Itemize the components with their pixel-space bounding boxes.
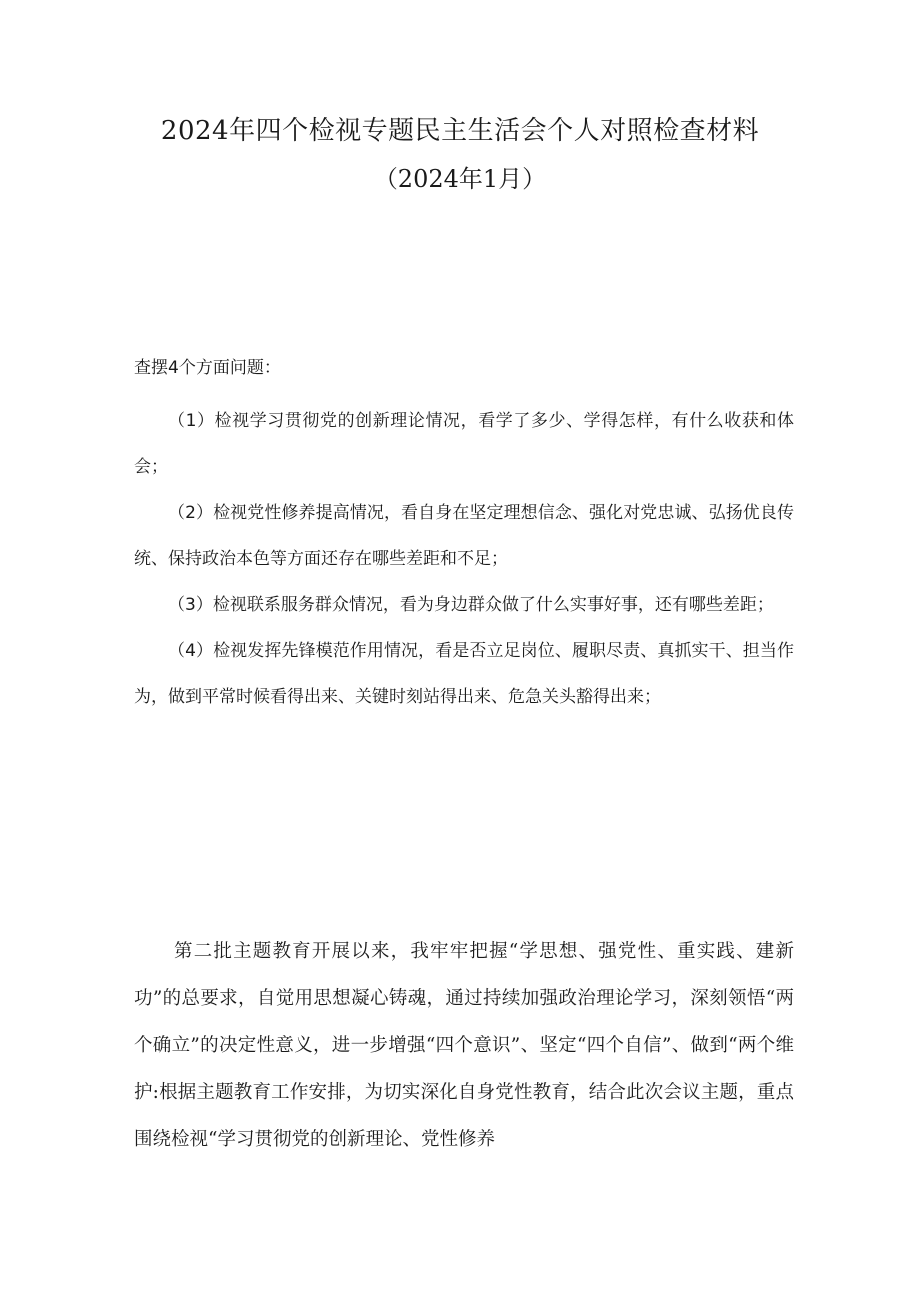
aspect-item-3: （3）检视联系服务群众情况，看为身边群众做了什么实事好事，还有哪些差距； bbox=[168, 595, 774, 615]
aspect-item-4: （4）检视发挥先锋模范作用情况，看是否立足岗位、履职尽责、真抓实干、担当作为，做到平常时候看得出来、关键时刻站得出来、危急关头豁得出来； bbox=[134, 641, 794, 707]
aspect-item-1: （1）检视学习贯彻党的创新理论情况，看学了多少、学得怎样，有什么收获和体会； bbox=[134, 411, 794, 477]
document-date: （2024年1月） bbox=[373, 165, 547, 193]
document-title: 2024年四个检视专题民主生活会个人对照检查材料 bbox=[160, 116, 760, 146]
body-paragraph: 第二批主题教育开展以来，我牢牢把握“学思想、强党性、重实践、建新功”的总要求，自觉用思想凝心铸魂，通过持续加强政治理论学习，深刻领悟“两个确立”的决定性意义，进一步增强“四个意识”、坚定“四个自信”、做到“两个维护:根据主题教育工作安排，为切实深化自身党性教育，结合此次会议主题，重点围绕检视“学习贯彻党的创新理论、党性修养 bbox=[134, 941, 794, 1150]
aspect-item-2: （2）检视党性修养提高情况，看自身在坚定理想信念、强化对党忠诚、弘扬优良传统、保持政治本色等方面还存在哪些差距和不足； bbox=[134, 503, 794, 569]
aspects-heading: 查摆4个方面问题： bbox=[134, 358, 281, 378]
title-block bbox=[0, 110, 920, 200]
aspects-section bbox=[134, 352, 794, 720]
